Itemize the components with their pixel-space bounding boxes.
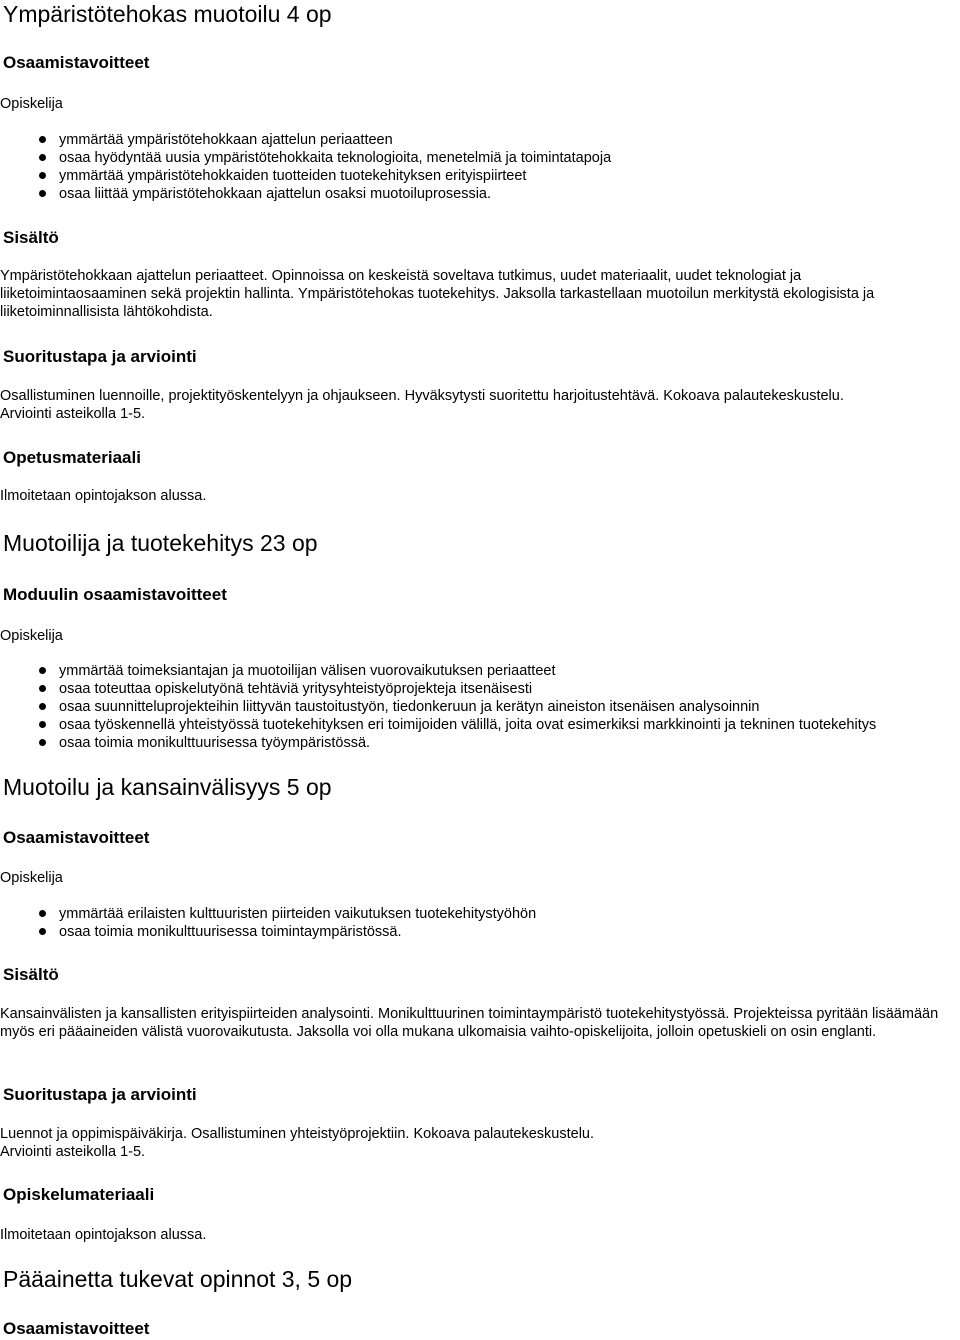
material-text-3: Ilmoitetaan opintojakson alussa. [0, 1227, 207, 1243]
heading-outcomes-4: Osaamistavoitteet [3, 1319, 150, 1338]
assessment-scale-1: Arviointi asteikolla 1-5. [0, 406, 146, 422]
course-title-2: Muotoilija ja tuotekehitys 23 op [3, 530, 318, 556]
course-title-1: Ympäristötehokas muotoilu 4 op [3, 1, 332, 27]
list-item: osaa toimia monikulttuurisessa toimintaympäristössä. [0, 923, 960, 941]
heading-assessment-3: Suoritustapa ja arviointi [3, 1085, 197, 1104]
assessment-text-1: Osallistuminen luennoille, projektityöskentelyyn ja ohjaukseen. Hyväksytysti suoritettu harjoitustehtävä. Kokoava palautekeskustelu. [0, 388, 844, 404]
course-title-3: Muotoilu ja kansainvälisyys 5 op [3, 774, 332, 800]
course-title-4: Pääainetta tukevat opinnot 3, 5 op [3, 1266, 353, 1292]
heading-outcomes-2: Moduulin osaamistavoitteet [3, 585, 227, 604]
student-label-1: Opiskelija [0, 96, 63, 112]
list-item: osaa suunnitteluprojekteihin liittyvän taustoitustyön, tiedonkeruun ja kerätyn aineiston itsenäisen analysoinnin [0, 698, 960, 716]
heading-assessment-1: Suoritustapa ja arviointi [3, 347, 197, 366]
student-label-3: Opiskelija [0, 870, 63, 886]
list-item: osaa liittää ympäristötehokkaan ajattelun osaksi muotoiluprosessia. [0, 185, 960, 203]
outcomes-list-1 [0, 131, 960, 203]
list-item: osaa hyödyntää uusia ympäristötehokkaita teknologioita, menetelmiä ja toimintatapoja [0, 149, 960, 167]
list-item: ymmärtää ympäristötehokkaan ajattelun periaatteen [0, 131, 960, 149]
heading-material-3: Opiskelumateriaali [3, 1185, 155, 1204]
list-item: ymmärtää toimeksiantajan ja muotoilijan välisen vuorovaikutuksen periaatteet [0, 662, 960, 680]
assessment-scale-3: Arviointi asteikolla 1-5. [0, 1144, 146, 1160]
heading-content-1: Sisältö [3, 228, 59, 247]
list-item: osaa toteuttaa opiskelutyönä tehtäviä yritysyhteistyöprojekteja itsenäisesti [0, 680, 960, 698]
assessment-text-3: Luennot ja oppimispäiväkirja. Osallistuminen yhteistyöprojektiin. Kokoava palautekeskustelu. [0, 1126, 595, 1142]
heading-content-3: Sisältö [3, 965, 59, 984]
heading-material-1: Opetusmateriaali [3, 448, 141, 467]
content-paragraph-1: Ympäristötehokkaan ajattelun periaatteet. Opinnoissa on keskeistä soveltava tutkimus, uudet materiaalit, uudet teknologiat ja liiketoimintaosaaminen sekä projektin hallinta. Ympäristötehokas tuotekehitys. Jaksolla tarkastellaan muotoilun merkitystä ekologisista ja liiketoiminnallisista lähtökohdista. [0, 268, 875, 320]
student-label-2: Opiskelija [0, 628, 63, 644]
heading-outcomes-1: Osaamistavoitteet [3, 53, 150, 72]
outcomes-list-3 [0, 905, 960, 941]
list-item: osaa työskennellä yhteistyössä tuotekehityksen eri toimijoiden välillä, joita ovat esimerkiksi markkinointi ja tekninen tuotekehitys [0, 716, 960, 734]
list-item: osaa toimia monikulttuurisessa työympäristössä. [0, 734, 960, 752]
material-text-1: Ilmoitetaan opintojakson alussa. [0, 488, 207, 504]
list-item: ymmärtää erilaisten kulttuuristen piirteiden vaikutuksen tuotekehitystyöhön [0, 905, 960, 923]
list-item: ymmärtää ympäristötehokkaiden tuotteiden tuotekehityksen erityispiirteet [0, 167, 960, 185]
content-paragraph-3: Kansainvälisten ja kansallisten erityispiirteiden analysointi. Monikulttuurinen toimintaympäristö tuotekehitystyössä. Projekteissa pyritään lisäämään myös eri pääaineiden välistä vuorovaikutusta. Jaksolla voi olla mukana ulkomaisia vaihto-opiskelijoita, jolloin opetuskieli on osin englanti. [0, 1006, 939, 1040]
outcomes-list-2 [0, 662, 960, 752]
heading-outcomes-3: Osaamistavoitteet [3, 828, 150, 847]
